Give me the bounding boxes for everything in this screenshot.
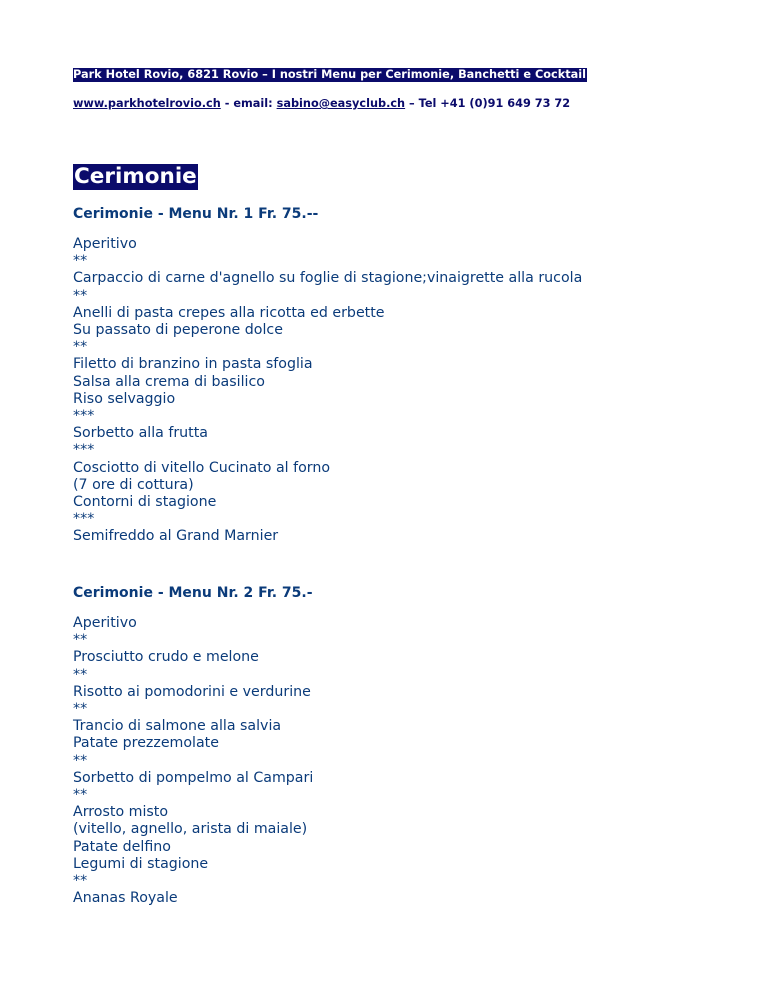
menu-item: *** — [73, 408, 95, 425]
menu-2-title: Cerimonie - Menu Nr. 2 Fr. 75.- — [73, 585, 313, 601]
contact-line — [73, 97, 570, 111]
menu-item: Filetto di branzino in pasta sfoglia — [73, 356, 313, 373]
menu-item: *** — [73, 442, 95, 459]
menu-item: (7 ore di cottura) — [73, 476, 194, 493]
menu-item: ** — [73, 701, 88, 718]
menu-item: Sorbetto di pompelmo al Campari — [73, 769, 314, 786]
menu-item: ** — [73, 632, 88, 649]
menu-item: *** — [73, 511, 95, 528]
menu-item: ** — [73, 873, 88, 890]
menu-item: Riso selvaggio — [73, 390, 176, 407]
email-link[interactable]: sabino@easyclub.ch — [276, 97, 406, 110]
menu-1-title: Cerimonie - Menu Nr. 1 Fr. 75.-- — [73, 206, 319, 222]
menu-item: Sorbetto alla frutta — [73, 425, 208, 442]
menu-2-items — [73, 615, 313, 907]
menu-item: Patate delfino — [73, 838, 171, 855]
hotel-header: Park Hotel Rovio, 6821 Rovio – I nostri Menu per Cerimonie, Banchetti e Cocktail — [73, 68, 586, 81]
menu-item: Ananas Royale — [73, 890, 178, 907]
menu-item: Trancio di salmone alla salvia — [73, 718, 282, 735]
menu-item: Carpaccio di carne d'agnello su foglie di stagione;vinaigrette alla rucola — [73, 270, 583, 287]
menu-item: Salsa alla crema di basilico — [73, 373, 265, 390]
menu-item: ** — [73, 666, 88, 683]
menu-item: Legumi di stagione — [73, 855, 209, 872]
menu-item: Prosciutto crudo e melone — [73, 649, 259, 666]
menu-item: ** — [73, 253, 88, 270]
menu-item: ** — [73, 787, 88, 804]
menu-item: Su passato di peperone dolce — [73, 322, 283, 339]
menu-item: Risotto ai pomodorini e verdurine — [73, 683, 311, 700]
email-prefix: - email: — [220, 97, 277, 110]
menu-item: Anelli di pasta crepes alla ricotta ed erbette — [73, 304, 385, 321]
menu-1-items — [73, 236, 582, 546]
menu-item: ** — [73, 339, 88, 356]
menu-item: Contorni di stagione — [73, 494, 217, 511]
menu-item: Aperitivo — [73, 236, 137, 252]
website-link[interactable]: www.parkhotelrovio.ch — [73, 97, 221, 110]
menu-item: (vitello, agnello, arista di maiale) — [73, 821, 308, 838]
menu-item: Arrosto misto — [73, 804, 169, 821]
menu-item: Semifreddo al Grand Marnier — [73, 528, 279, 545]
menu-item: ** — [73, 752, 88, 769]
section-title: Cerimonie — [74, 164, 197, 189]
phone-text: – Tel +41 (0)91 649 73 72 — [405, 97, 571, 110]
menu-item: ** — [73, 287, 88, 304]
menu-item: Cosciotto di vitello Cucinato al forno — [73, 459, 331, 476]
menu-item: Patate prezzemolate — [73, 735, 219, 752]
menu-item: Aperitivo — [73, 615, 137, 631]
